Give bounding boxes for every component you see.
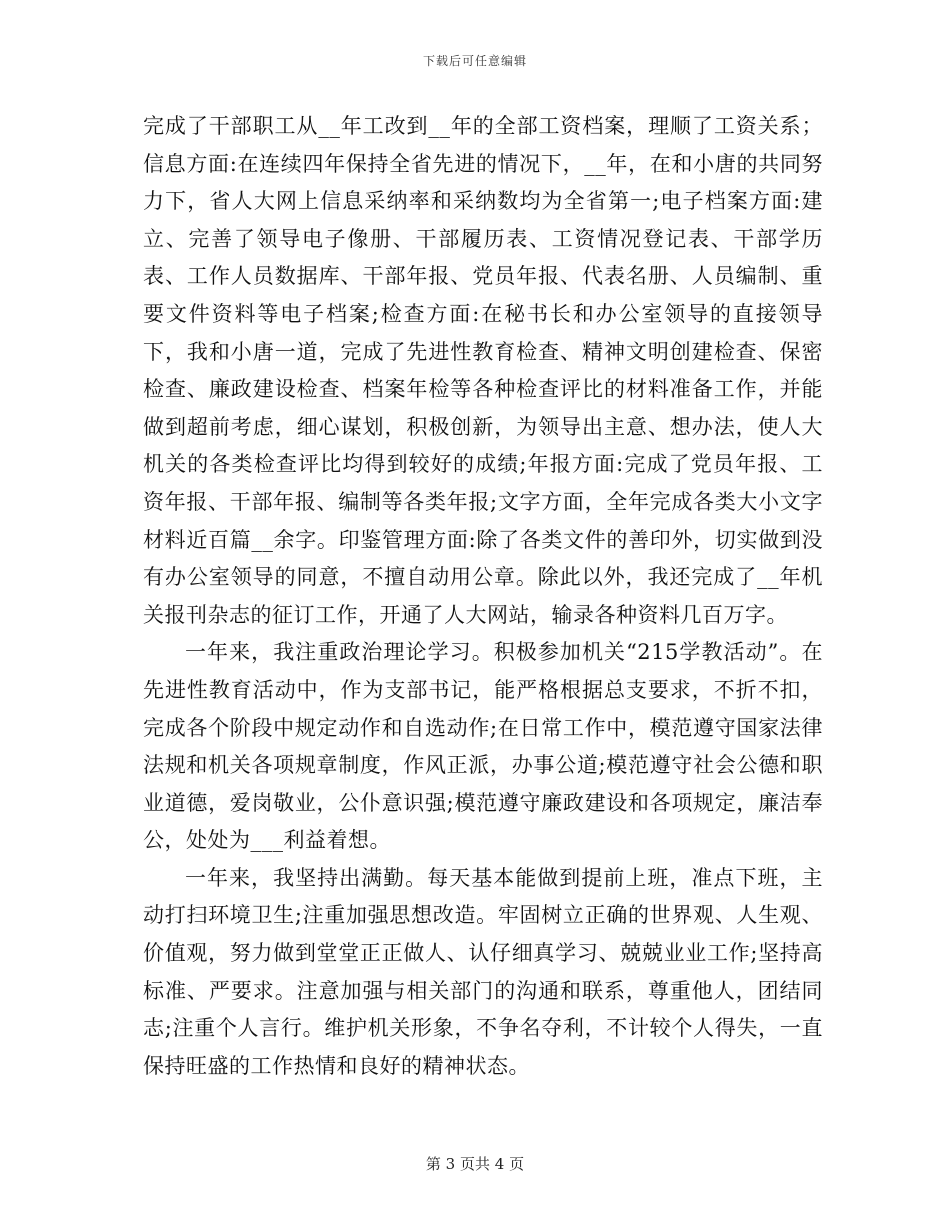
paragraph-work-summary: 完成了干部职工从__年工改到__年的全部工资档案，理顺了工资关系；信息方面:在连续四年保持全省先进的情况下，__年，在和小唐的共同努力下，省人大网上信息采纳率和采纳数均为全省第一;电子档案方面:建立、完善了领导电子像册、干部履历表、工资情况登记表、干部学历表、工作人员数据库、干部年报、党员年报、代表名册、人员编制、重要文件资料等电子档案;检查方面:在秘书长和办公室领导的直接领导下，我和小唐一道，完成了先进性教育检查、精神文明创建检查、保密检查、廉政建设检查、档案年检等各种检查评比的材料准备工作，并能做到超前考虑，细心谋划，积极创新，为领导出主意、想办法，使人大机关的各类检查评比均得到较好的成绩;年报方面:完成了党员年报、工资年报、干部年报、编制等各类年报;文字方面，全年完成各类大小文字材料近百篇__余字。印鉴管理方面:除了各类文件的善印外，切实做到没有办公室领导的同意，不擅自动用公章。除此以外，我还完成了__年机关报刊杂志的征订工作，开通了人大网站，输录各种资料几百万字。 [143,114,823,627]
document-body [143,108,823,1085]
paragraph-political-study: 一年来，我注重政治理论学习。积极参加机关“215学教活动”。在先进性教育活动中，作为支部书记，能严格根据总支要求，不折不扣，完成各个阶段中规定动作和自选动作;在日常工作中，模范遵守国家法律法规和机关各项规章制度，作风正派，办事公道;模范遵守社会公德和职业道德，爱岗敬业，公仆意识强;模范遵守廉政建设和各项规定，廉洁奉公，处处为___利益着想。 [143,640,823,853]
page-number-footer: 第 3 页共 4 页 [425,1155,525,1173]
paragraph-attendance: 一年来，我坚持出满勤。每天基本能做到提前上班，准点下班，主动打扫环境卫生;注重加强思想改造。牢固树立正确的世界观、人生观、价值观，努力做到堂堂正正做人、认仔细真学习、兢兢业业工作;坚持高标准、严要求。注意加强与相关部门的沟通和联系，尊重他人，团结同志;注重个人言行。维护机关形象，不争名夺利，不计较个人得失，一直保持旺盛的工作热情和良好的精神状态。 [143,865,823,1078]
page-header: 下载后可任意编辑 [422,54,527,68]
